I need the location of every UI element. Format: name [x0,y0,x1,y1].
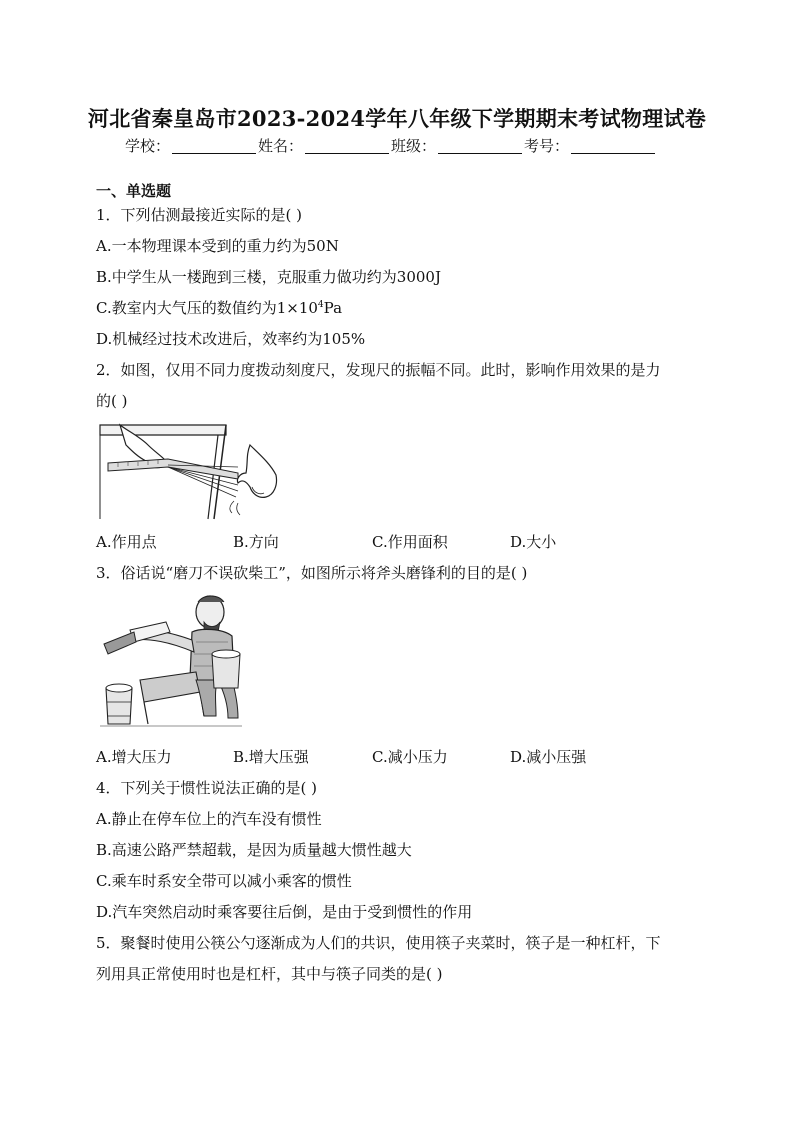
q1-option-c [96,298,342,318]
q3-options [96,747,696,767]
number-label: 考号： [524,137,570,155]
class-blank[interactable] [438,139,522,154]
name-blank[interactable] [305,139,389,154]
school-label: 学校： [125,137,171,155]
q2-option-a: A.作用点 [96,533,157,551]
axe-sharpening-figure [100,592,242,732]
name-label: 姓名： [258,137,304,155]
q3-option-a: A.增大压力 [96,748,172,766]
q3-option-b: B.增大压强 [233,748,309,766]
q2-stem-line1: 2．如图，仅用不同力度拨动刻度尺，发现尺的振幅不同。此时，影响作用效果的是力 [96,361,661,379]
exam-title: 河北省秦皇岛市2023-2024学年八年级下学期期末考试物理试卷 [87,106,707,131]
q4-stem: 4．下列关于惯性说法正确的是( ) [96,779,318,797]
q3-stem: 3．俗话说“磨刀不误砍柴工”，如图所示将斧头磨锋利的目的是( ) [96,564,528,582]
q1-option-b: B.中学生从一楼跑到三楼，克服重力做功约为3000J [96,268,441,286]
q4-option-c: C.乘车时系安全带可以减小乘客的惯性 [96,872,352,890]
q2-option-b: B.方向 [233,533,279,551]
section-heading: 一、单选题 [96,182,172,200]
q1-option-c-unit: Pa [323,299,343,317]
q3-option-d: D.减小压强 [510,748,587,766]
q2-option-c: C.作用面积 [372,533,448,551]
school-blank[interactable] [172,139,256,154]
q4-option-d: D.汽车突然启动时乘客要往后倒，是由于受到惯性的作用 [96,903,473,921]
q1-option-a: A.一本物理课本受到的重力约为50N [96,237,339,255]
q1-option-c-exponent: 4 [317,300,324,310]
q1-option-c-text: C.教室内大气压的数值约为1×10 [96,299,318,317]
q2-option-d: D.大小 [510,533,557,551]
number-blank[interactable] [571,139,655,154]
q2-stem-line2: 的( ) [96,392,128,410]
ruler-vibration-figure [98,423,282,521]
q1-option-d: D.机械经过技术改进后，效率约为105% [96,330,366,348]
q2-options [96,532,696,552]
student-info-line [125,135,657,156]
q5-stem-line2: 列用具正常使用时也是杠杆，其中与筷子同类的是( ) [96,965,443,983]
q4-option-a: A.静止在停车位上的汽车没有惯性 [96,810,322,828]
q1-stem: 1．下列估测最接近实际的是( ) [96,206,303,224]
q3-option-c: C.减小压力 [372,748,448,766]
q5-stem-line1: 5．聚餐时使用公筷公勺逐渐成为人们的共识，使用筷子夹菜时，筷子是一种杠杆，下 [96,934,661,952]
class-label: 班级： [391,137,437,155]
q4-option-b: B.高速公路严禁超载，是因为质量越大惯性越大 [96,841,412,859]
